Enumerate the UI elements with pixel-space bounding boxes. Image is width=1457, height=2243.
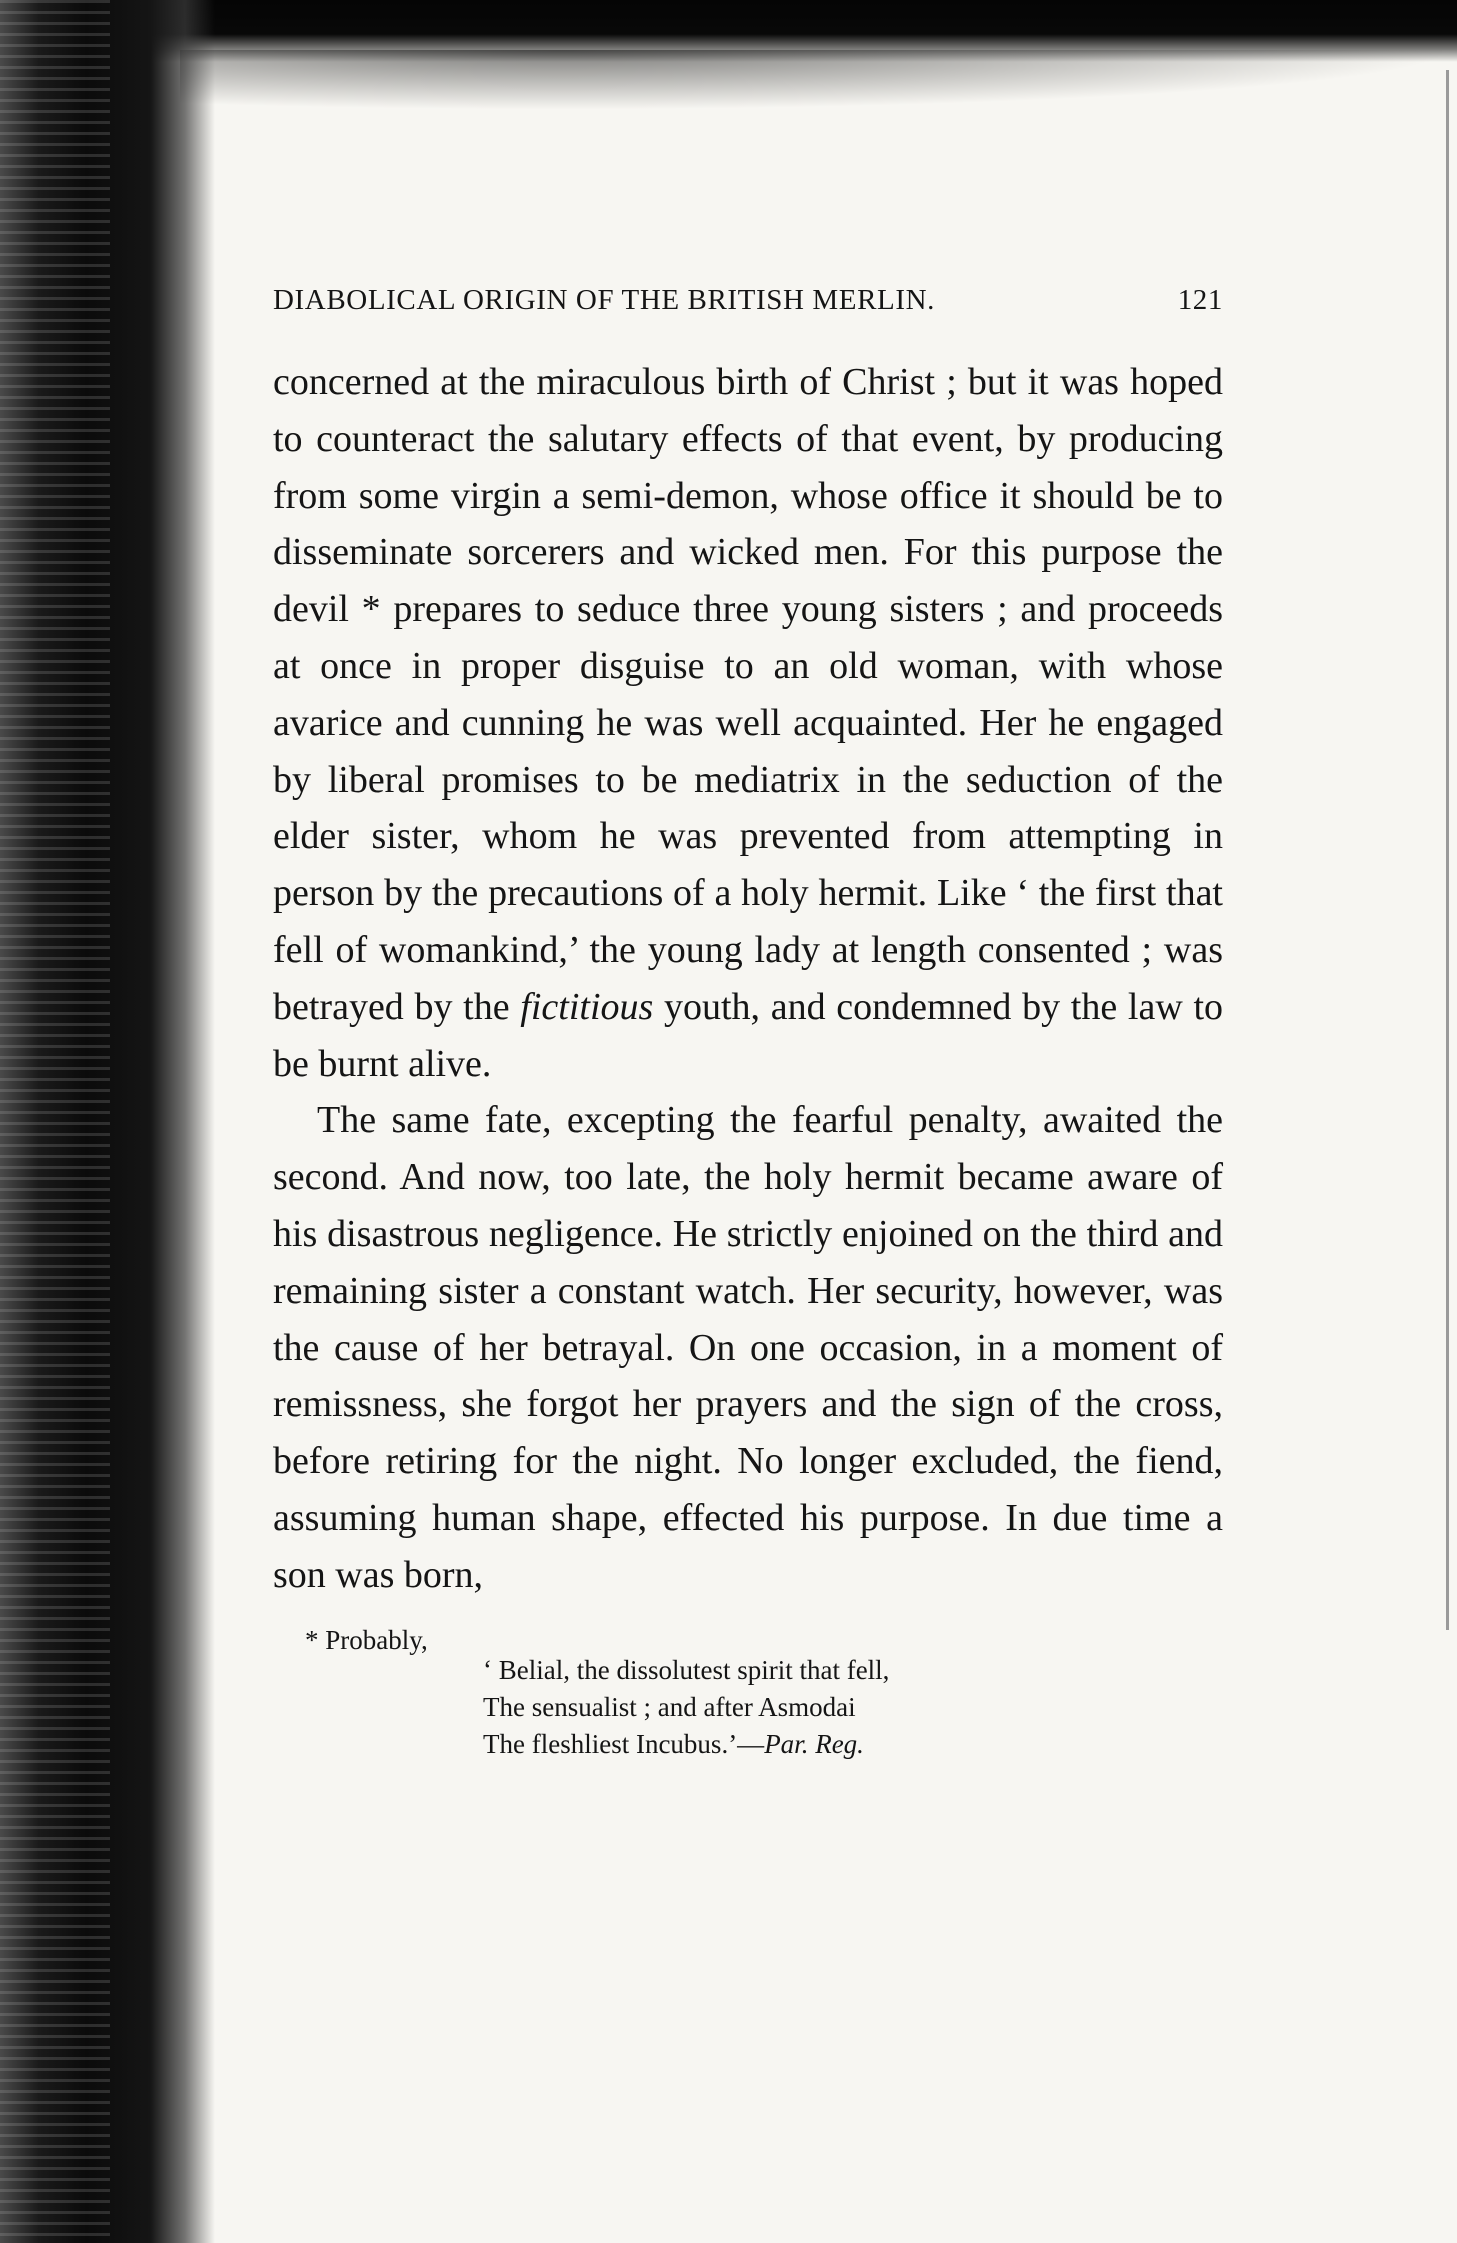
scan-top-fade (180, 50, 1457, 110)
footnote-verse-line-3 (483, 1726, 889, 1763)
scan-spine-grain (0, 0, 110, 2243)
footnote-verse-line-3-text: The fleshliest Incubus.’— (483, 1728, 765, 1759)
paragraph-2: The same fate, excepting the fearful penalty, awaited the second. And now, too late, the holy hermit became aware of his disastrous negligence. He strictly enjoined on the third and remaining sister a constant watch. Her security, however, was the cause of her betrayal. On one occasion, in a moment of remissness, she forgot her prayers and the sign of the cross, before retiring for the night. No longer excluded, the fiend, assuming human shape, effected his purpose. In due time a son was born, (273, 1099, 1223, 1596)
footnote-citation: Par. Reg. (764, 1728, 864, 1759)
running-head-title: DIABOLICAL ORIGIN OF THE BRITISH MERLIN. (273, 284, 935, 316)
footnote-verse-line-2: The sensualist ; and after Asmodai (483, 1691, 856, 1722)
paragraph-1-end: youth, and condemned by the law to be burnt alive. (273, 985, 1224, 1085)
scan-right-edge (1446, 70, 1449, 1630)
footnote-verse (483, 1652, 889, 1763)
paragraph-1-italic: fictitious (520, 985, 654, 1028)
paragraph-1-text: concerned at the miraculous birth of Christ ; but it was hoped to counteract the salutary effects of that event, by producing from some virgin a semi-demon, whose office it should be to disseminate sorcerers and wicked men. For this purpose the devil * prepares to seduce three young sisters ; and proceeds at once in proper disguise to an old woman, with whose avarice and cunning he was well acquainted. Her he engaged by liberal promises to be mediatrix in the seduction of the elder sister, whom he was prevented from attempting in person by the precautions of a holy hermit. Like ‘ the first that fell of womankind,’ the young lady at length consented ; was betrayed by the (273, 361, 1223, 1028)
footnote-verse-line-1: ‘ Belial, the dissolutest spirit that fell, (483, 1654, 890, 1685)
book-page (273, 284, 1224, 1759)
paragraph-1 (273, 354, 1223, 1092)
running-head (273, 284, 1223, 320)
footnote-label: * Probably, (305, 1624, 428, 1655)
page-number: 121 (1177, 284, 1223, 316)
main-text (273, 354, 1223, 1604)
